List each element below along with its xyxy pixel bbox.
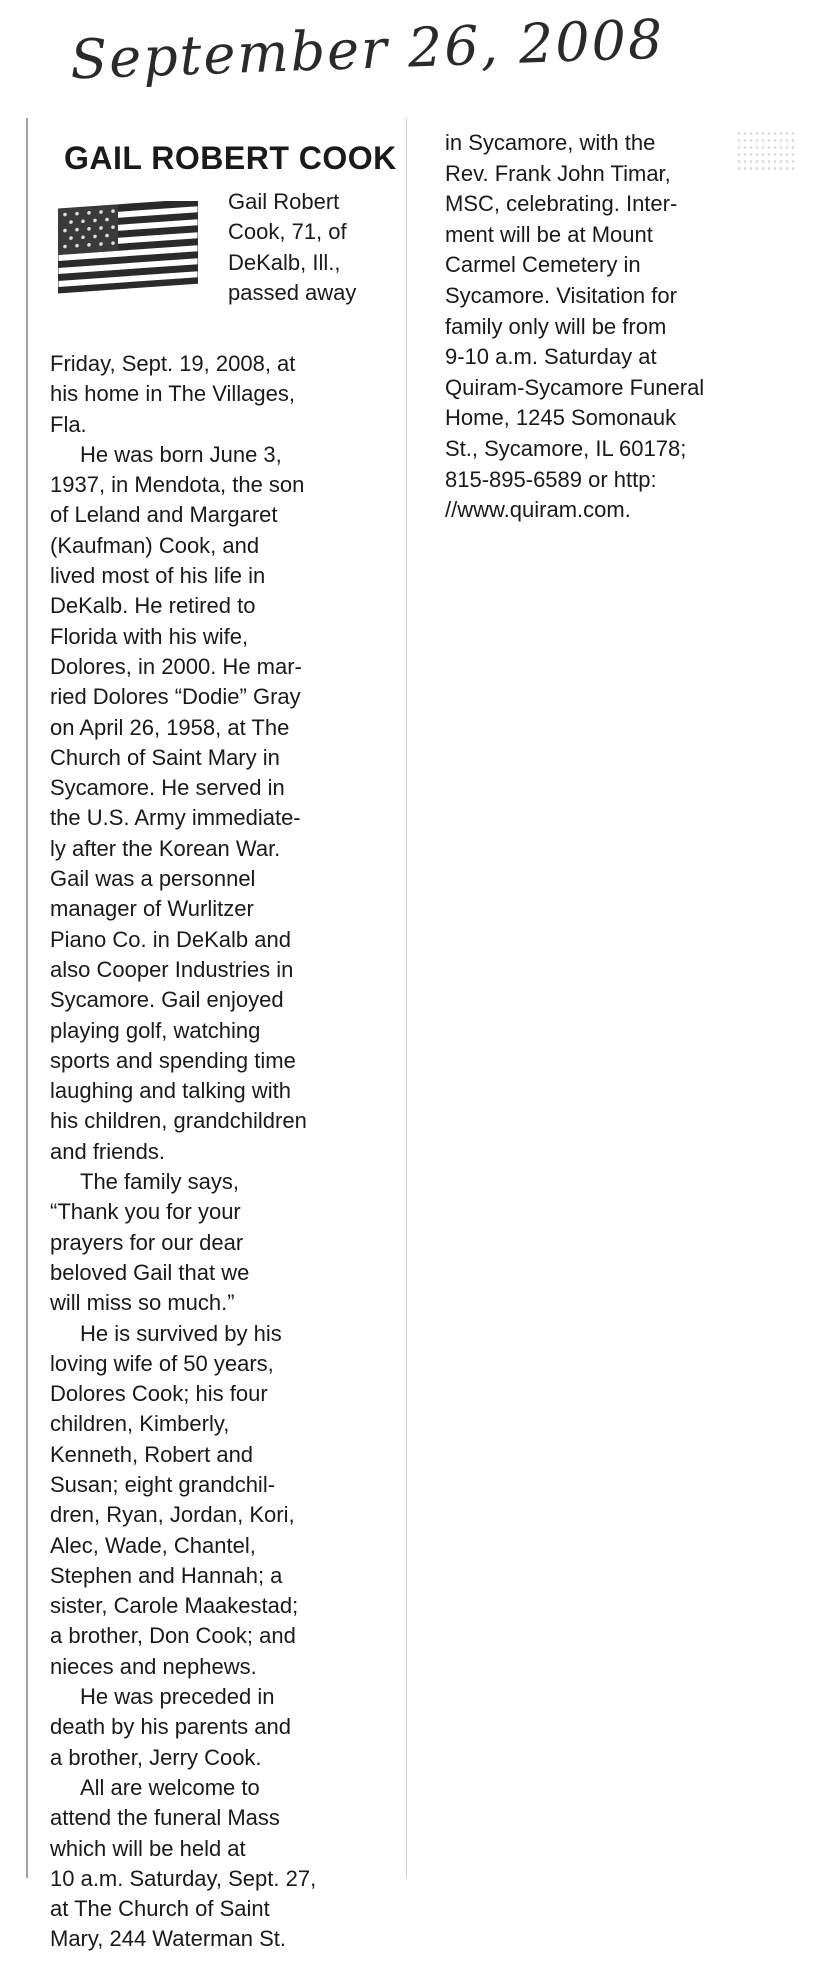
body-line: He is survived by his	[80, 1320, 282, 1346]
body-line: ly after the Korean War.	[50, 835, 281, 861]
body-line: 815-895-6589 or http:	[445, 466, 657, 492]
body-line: will miss so much.”	[50, 1290, 235, 1316]
body-line: Piano Co. in DeKalb and	[50, 926, 291, 952]
body-line: a brother, Don Cook; and	[50, 1623, 296, 1649]
body-line: loving wife of 50 years,	[50, 1350, 274, 1376]
body-line: Susan; eight grandchil-	[50, 1471, 276, 1497]
lead-lines	[228, 187, 428, 308]
body-line: Gail was a personnel	[50, 866, 256, 892]
body-line: //www.quiram.com.	[445, 497, 631, 523]
body-line: and friends.	[50, 1138, 165, 1164]
body-line: of Leland and Margaret	[50, 502, 278, 528]
body-line: ment will be at Mount	[445, 221, 653, 247]
obituary-body-left	[50, 349, 408, 1955]
body-line: sister, Carole Maakestad;	[50, 1593, 299, 1619]
lead-line: Gail Robert	[228, 189, 340, 214]
body-line: in Sycamore, with the	[445, 130, 656, 155]
body-line: ried Dolores “Dodie” Gray	[50, 684, 301, 710]
lead-line: Cook, 71, of	[228, 219, 347, 245]
body-line: Fla.	[50, 411, 87, 437]
handwritten-date: September 26, 2008	[69, 7, 666, 92]
body-line: St., Sycamore, IL 60178;	[445, 435, 687, 461]
body-line: nieces and nephews.	[50, 1653, 257, 1679]
body-line: Sycamore. Gail enjoyed	[50, 987, 284, 1013]
body-line: Florida with his wife,	[50, 623, 249, 649]
body-line: 10 a.m. Saturday, Sept. 27,	[50, 1865, 317, 1891]
body-line: Sycamore. Visitation for	[445, 282, 677, 308]
body-line: 9-10 a.m. Saturday at	[445, 344, 657, 370]
body-line: The family says,	[80, 1169, 239, 1195]
body-line: Alec, Wade, Chantel,	[50, 1532, 256, 1558]
body-line: Carmel Cemetery in	[445, 252, 641, 278]
body-line: Home, 1245 Somonauk	[445, 405, 677, 431]
body-line: MSC, celebrating. Inter-	[445, 191, 678, 217]
body-line: children, Kimberly,	[50, 1411, 230, 1437]
body-line: “Thank you for your	[50, 1199, 241, 1225]
body-line: laughing and talking with	[50, 1078, 291, 1104]
body-line: Quiram-Sycamore Funeral	[445, 374, 705, 400]
body-line: Stephen and Hannah; a	[50, 1562, 283, 1588]
body-line: a brother, Jerry Cook.	[50, 1744, 262, 1770]
body-line: his children, grandchildren	[50, 1108, 307, 1134]
body-line: his home in The Villages,	[50, 381, 295, 407]
body-line: lived most of his life in	[50, 563, 266, 589]
body-line: He was preceded in	[80, 1684, 275, 1710]
body-line: Sycamore. He served in	[50, 775, 285, 801]
body-line: on April 26, 1958, at The	[50, 714, 290, 740]
body-line: prayers for our dear	[50, 1229, 244, 1255]
american-flag-icon	[58, 201, 198, 297]
body-line: the U.S. Army immediate-	[50, 805, 301, 831]
lead-paragraph	[28, 187, 408, 347]
body-line: Dolores Cook; his four	[50, 1381, 268, 1407]
body-line: All are welcome to	[80, 1774, 260, 1800]
body-line: Friday, Sept. 19, 2008, at	[50, 351, 296, 376]
body-line: Kenneth, Robert and	[50, 1441, 254, 1467]
body-line: Rev. Frank John Timar,	[445, 160, 671, 186]
body-line: family only will be from	[445, 313, 667, 339]
body-line: which will be held at	[50, 1835, 246, 1861]
scan-speckle	[736, 130, 796, 170]
obituary-body-right	[445, 128, 805, 526]
lead-line: passed away	[228, 279, 357, 305]
body-line: dren, Ryan, Jordan, Kori,	[50, 1502, 295, 1528]
body-line: attend the funeral Mass	[50, 1805, 280, 1831]
obituary-column-right	[445, 128, 805, 526]
lead-line: DeKalb, Ill.,	[228, 249, 341, 275]
body-line: He was born June 3,	[80, 441, 282, 467]
body-line: Church of Saint Mary in	[50, 744, 280, 770]
body-line: DeKalb. He retired to	[50, 593, 256, 619]
body-line: also Cooper Industries in	[50, 956, 294, 982]
body-line: manager of Wurlitzer	[50, 896, 254, 922]
body-line: 1937, in Mendota, the son	[50, 472, 305, 498]
body-line: beloved Gail that we	[50, 1259, 250, 1285]
body-line: playing golf, watching	[50, 1017, 261, 1043]
body-line: (Kaufman) Cook, and	[50, 532, 260, 558]
body-line: sports and spending time	[50, 1047, 296, 1073]
obituary-headline: GAIL ROBERT COOK	[64, 140, 397, 176]
body-line: Mary, 244 Waterman St.	[50, 1926, 286, 1952]
obituary-column-left	[28, 128, 408, 1955]
body-line: Dolores, in 2000. He mar-	[50, 653, 302, 679]
body-line: death by his parents and	[50, 1714, 291, 1740]
body-line: at The Church of Saint	[50, 1896, 270, 1922]
